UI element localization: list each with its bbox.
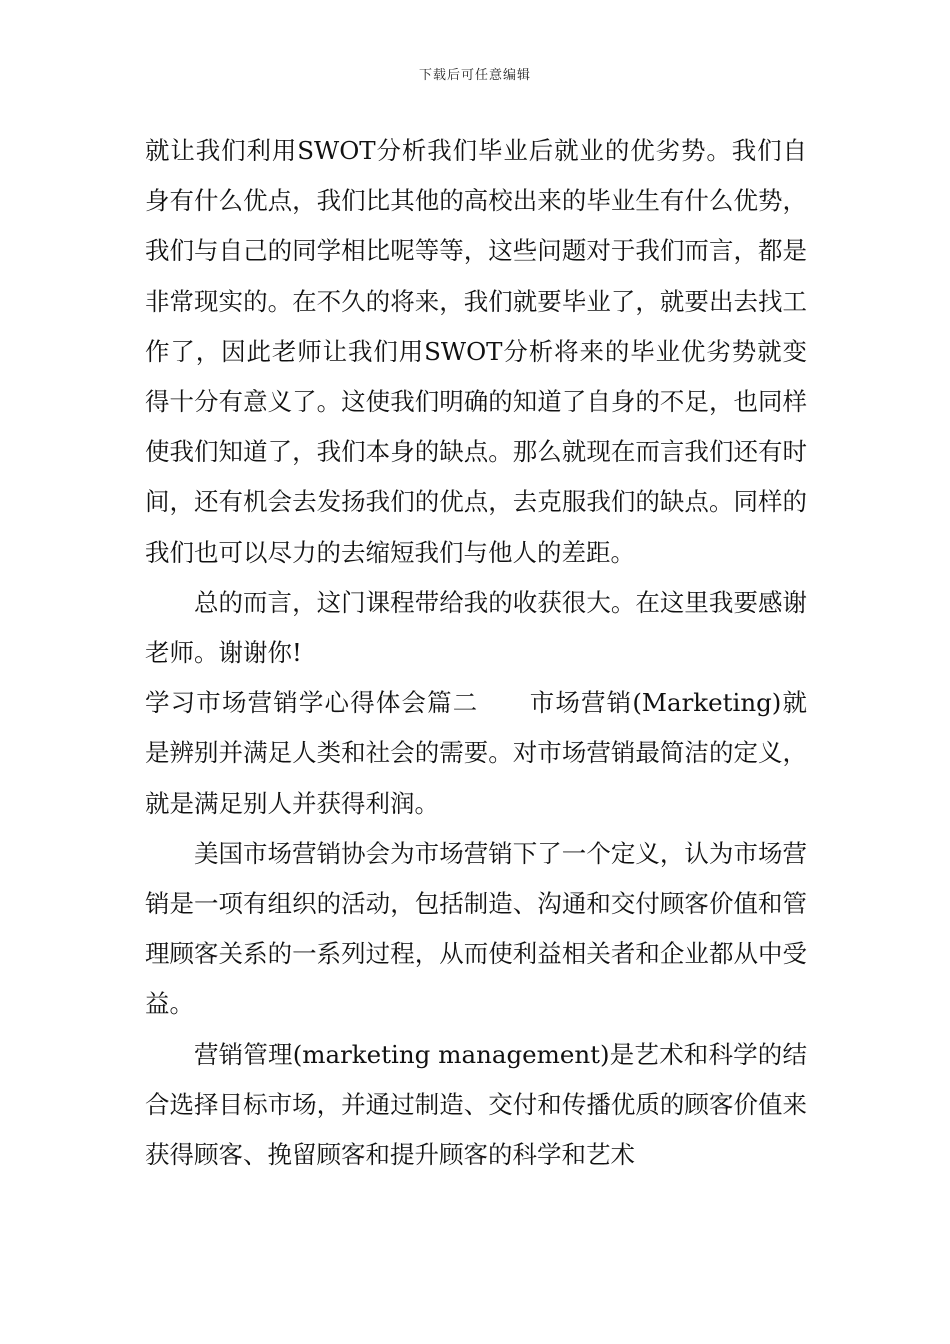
page-header: 下载后可任意编辑 [418,68,531,83]
paragraph-ama-definition: 美国市场营销协会为市场营销下了一个定义，认为市场营销是一项有组织的活动，包括制造、沟通和交付顾客价值和管理顾客关系的一系列过程，从而使利益相关者和企业都从中受益。 [145,838,807,1019]
document-body [145,126,807,1180]
paragraph-marketing-management: 营销管理(marketing management)是艺术和科学的结合选择目标市场，并通过制造、交付和传播优质的顾客价值来获得顾客、挽留顾客和提升顾客的科学和艺术 [145,1039,807,1170]
paragraph-section-two-intro: 学习市场营销学心得体会篇二 市场营销(Marketing)就是辨别并满足人类和社会的需要。对市场营销最简洁的定义，就是满足别人并获得利润。 [145,688,807,818]
paragraph-summary-thanks: 总的而言，这门课程带给我的收获很大。在这里我要感谢老师。谢谢你! [145,587,807,668]
paragraph-swot-analysis: 就让我们利用SWOT分析我们毕业后就业的优劣势。我们自身有什么优点，我们比其他的高校出来的毕业生有什么优势，我们与自己的同学相比呢等等，这些问题对于我们而言，都是非常现实的。在不久的将来，我们就要毕业了，就要出去找工作了，因此老师让我们用SWOT分析将来的毕业优劣势就变得十分有意义了。这使我们明确的知道了自身的不足，也同样使我们知道了，我们本身的缺点。那么就现在而言我们还有时间，还有机会去发扬我们的优点，去克服我们的缺点。同样的我们也可以尽力的去缩短我们与他人的差距。 [145,136,807,567]
